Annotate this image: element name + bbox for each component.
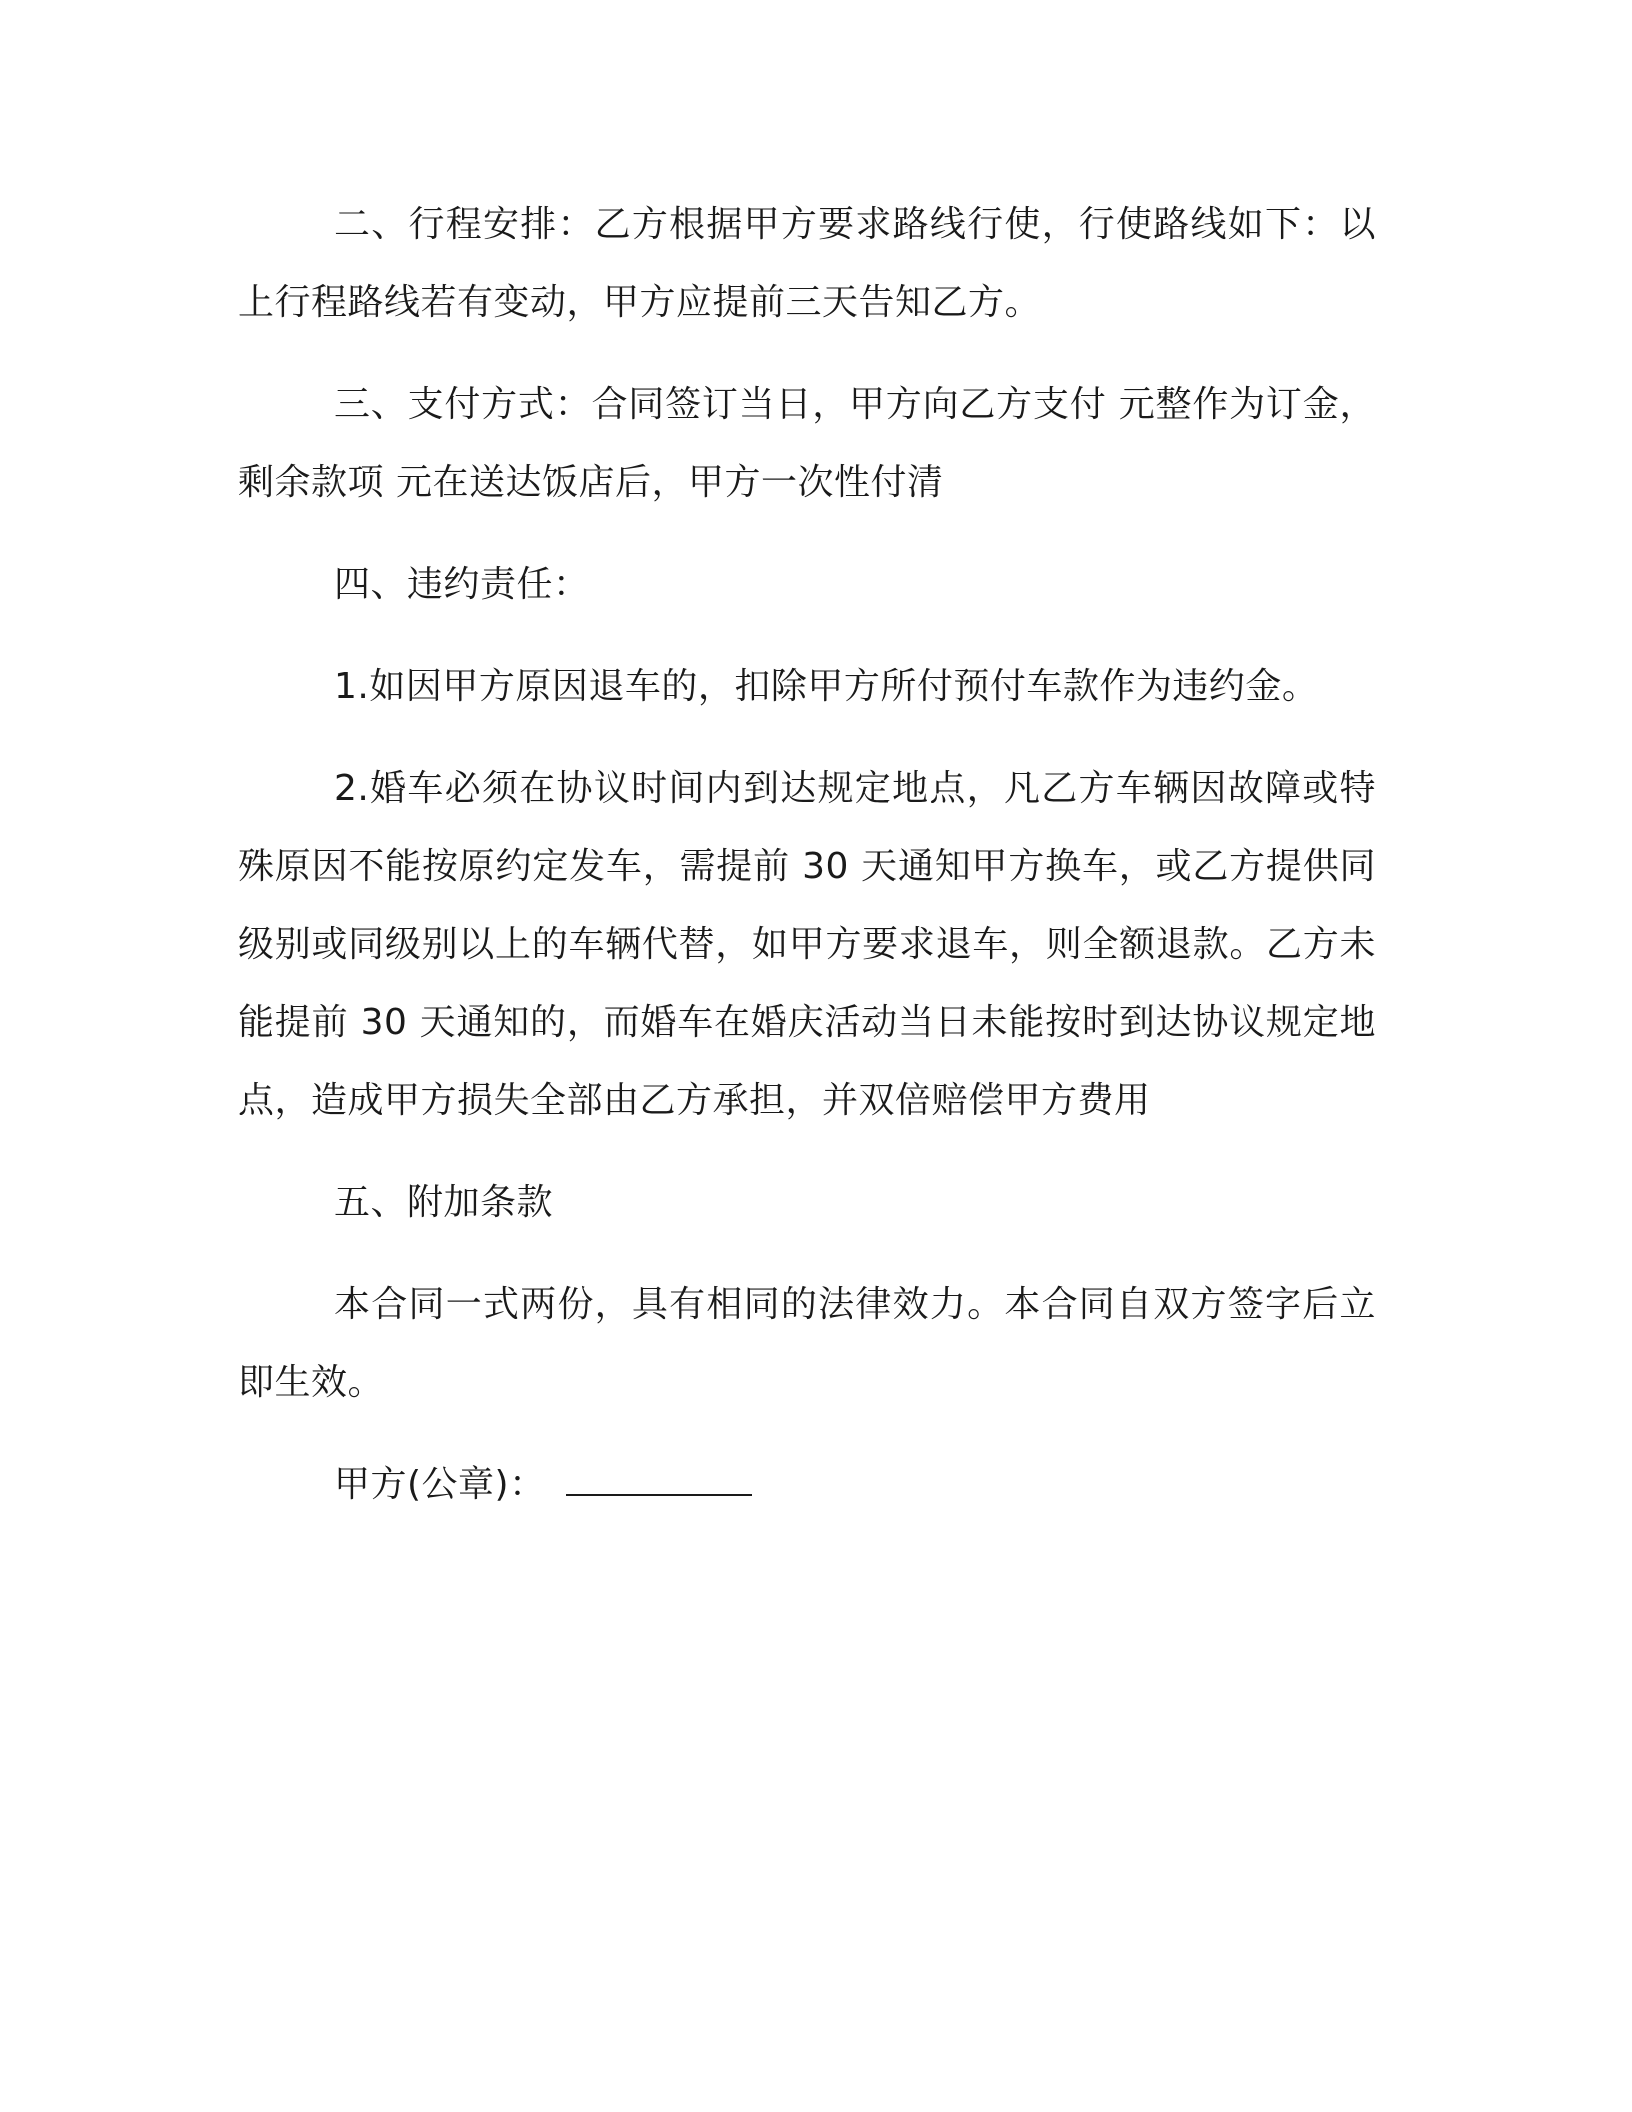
additional-clause: 本合同一式两份，具有相同的法律效力。本合同自双方签字后立即生效。 bbox=[238, 1284, 1376, 1403]
section-payment: 三、支付方式：合同签订当日，甲方向乙方支付 元整作为订金，剩余款项 元在送达饭店后，甲方一次性付清 bbox=[238, 384, 1376, 503]
signature-row bbox=[238, 1446, 1376, 1524]
signature-label: 甲方(公章)： bbox=[334, 1464, 546, 1505]
section-liability-heading: 四、违约责任： bbox=[334, 564, 590, 605]
liability-clause-2: 2.婚车必须在协议时间内到达规定地点，凡乙方车辆因故障或特殊原因不能按原约定发车，需提前 30 天通知甲方换车，或乙方提供同级别或同级别以上的车辆代替，如甲方要求退车，则全额退款。乙方未能提前 30 天通知的，而婚车在婚庆活动当日未能按时到达协议规定地点，造成甲方损失全部由乙方承担，并双倍赔偿甲方费用 bbox=[238, 768, 1376, 1121]
document-page bbox=[238, 186, 1376, 1524]
liability-clause-1: 1.如因甲方原因退车的，扣除甲方所付预付车款作为违约金。 bbox=[334, 666, 1319, 707]
section-itinerary: 二、行程安排：乙方根据甲方要求路线行使，行使路线如下：以上行程路线若有变动，甲方应提前三天告知乙方。 bbox=[238, 204, 1376, 323]
signature-blank bbox=[566, 1460, 752, 1496]
section-additional-heading: 五、附加条款 bbox=[334, 1182, 554, 1223]
